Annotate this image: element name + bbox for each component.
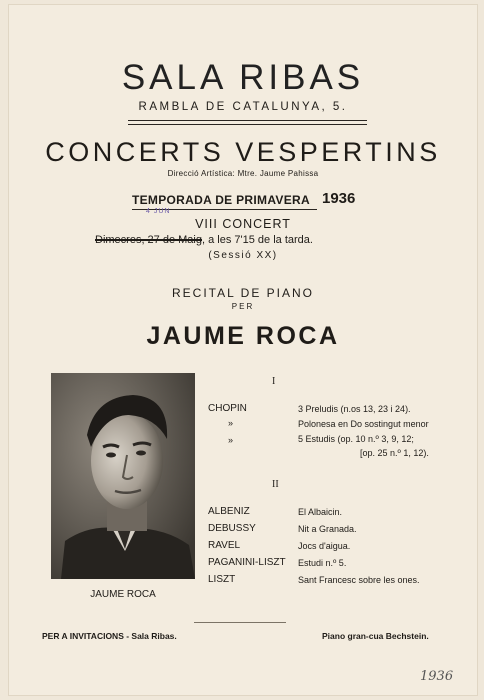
header-rule [128, 120, 367, 121]
work-item: 3 Preludis (n.os 13, 23 i 24). [298, 404, 411, 414]
ditto-mark: » [228, 418, 234, 428]
work-item: 5 Estudis (op. 10 n.º 3, 9, 12; [298, 434, 414, 444]
venue-name: SALA RIBAS [121, 58, 365, 97]
composer-ravel: RAVEL [208, 540, 241, 551]
recital-title: RECITAL DE PIANO [171, 286, 315, 300]
part-one-numeral: I [272, 376, 276, 387]
season-label: TEMPORADA DE PRIMAVERA [132, 193, 310, 207]
ditto-mark: » [228, 435, 234, 445]
portrait-caption: JAUME ROCA [90, 589, 156, 600]
concert-number: VIII CONCERT [195, 217, 291, 231]
composer-liszt: LISZT [208, 574, 236, 585]
performer-name: JAUME ROCA [146, 322, 340, 350]
composer-debussy: DEBUSSY [208, 523, 256, 534]
season-year: 1936 [322, 190, 356, 207]
footer-divider [194, 622, 286, 623]
piano-note: Piano gran-cua Bechstein. [322, 631, 429, 641]
invitations-note: PER A INVITACIONS - Sala Ribas. [42, 631, 177, 641]
concert-time: , a les 7'15 de la tarda. [202, 234, 313, 246]
work-item: Estudi n.º 5. [298, 558, 347, 568]
program-sheet [8, 4, 478, 696]
header-rule-thin [128, 124, 367, 125]
performer-portrait [51, 373, 195, 579]
recital-per: PER [231, 302, 255, 311]
struck-date: Dimecres, 27 de Maig [95, 234, 202, 246]
series-title: CONCERTS VESPERTINS [45, 137, 441, 167]
work-item: Nit a Granada. [298, 524, 357, 534]
work-item: El Albaicin. [298, 507, 343, 517]
portrait-image [51, 373, 195, 579]
venue-address: RAMBLA DE CATALUNYA, 5. [138, 101, 348, 113]
concert-date-line [95, 234, 313, 246]
work-item: Sant Francesc sobre les ones. [298, 575, 420, 585]
session-number: (Sessió XX) [208, 250, 278, 261]
part-two-numeral: II [272, 479, 279, 490]
handwritten-year: 1936 [420, 669, 454, 684]
work-item: [op. 25 n.º 1, 12). [360, 448, 429, 458]
composer-paganini-liszt: PAGANINI-LISZT [208, 557, 286, 568]
work-item: Polonesa en Do sostingut menor [298, 419, 429, 429]
work-item: Jocs d'aigua. [298, 541, 351, 551]
artistic-direction: Direcció Artística: Mtre. Jaume Pahissa [167, 169, 319, 178]
composer-albeniz: ALBENIZ [208, 506, 250, 517]
composer-chopin: CHOPIN [208, 403, 247, 414]
date-stamp: 4 JUN [146, 208, 171, 215]
